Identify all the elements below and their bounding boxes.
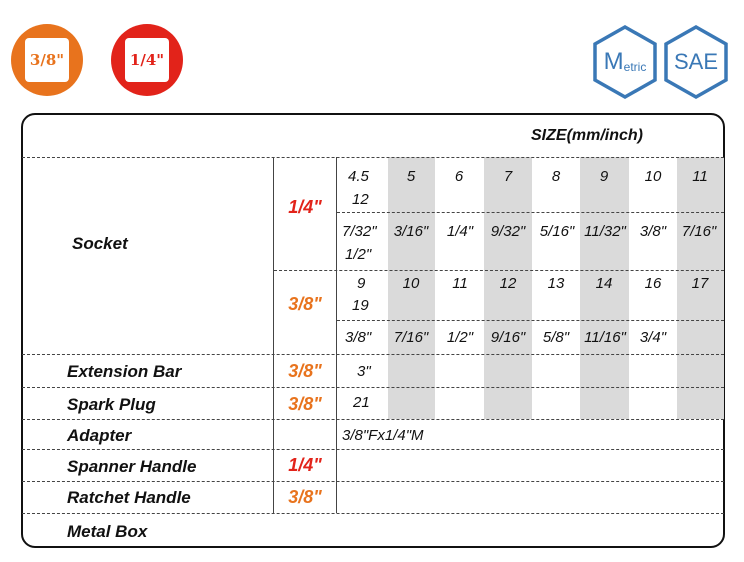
- size-cell: 6: [454, 168, 464, 185]
- badge-3-8-drive: [11, 24, 83, 96]
- drive-ratchet-handle: 3/8": [288, 487, 322, 507]
- size-cell: 1/2": [345, 246, 372, 263]
- size-cell: 10: [402, 275, 420, 292]
- size-cell: 7/32": [342, 223, 377, 240]
- row-label-ratchet-handle: Ratchet Handle: [67, 488, 191, 507]
- size-header: SIZE(mm/inch): [531, 127, 644, 144]
- badge-1-4-label: 1/4": [125, 38, 169, 82]
- size-cell: 3/16": [393, 223, 429, 240]
- row-label-socket: Socket: [72, 234, 128, 253]
- column-divider: [273, 157, 274, 513]
- metric-big-letter: M: [603, 48, 624, 75]
- size-cell: 3": [357, 363, 371, 380]
- row-label-spanner-handle: Spanner Handle: [67, 457, 197, 476]
- size-cell: 11: [692, 168, 708, 185]
- size-cell: 12: [352, 191, 369, 208]
- sae-label: SAE: [673, 49, 719, 74]
- drive-spark-plug: 3/8": [288, 394, 322, 414]
- size-cell: 21: [353, 394, 370, 411]
- size-cell: 3/4": [639, 329, 667, 346]
- row-divider: [22, 513, 724, 514]
- size-cell: 11/16": [584, 329, 626, 346]
- size-cell: 7/16": [681, 223, 717, 240]
- row-label-spark-plug: Spark Plug: [67, 395, 156, 414]
- metric-hexagon: [591, 24, 659, 100]
- size-cell: 11: [452, 275, 468, 292]
- drive-socket-1-4: 1/4": [288, 197, 322, 217]
- size-cell: 3/8": [345, 329, 372, 346]
- size-cell: 11/32": [584, 223, 626, 240]
- size-cell: 19: [352, 297, 369, 314]
- row-divider: [22, 354, 724, 355]
- metric-small-text: etric: [623, 59, 647, 74]
- size-cell: 1/4": [446, 223, 474, 240]
- size-cell: 9: [357, 275, 366, 292]
- size-cell: 17: [691, 275, 709, 292]
- size-cell: 5/16": [539, 223, 575, 240]
- size-cell: 7/16": [393, 329, 429, 346]
- size-cell: 13: [547, 275, 565, 292]
- row-label-adapter: Adapter: [67, 426, 132, 445]
- size-cell: 5/8": [542, 329, 570, 346]
- size-cell: 10: [644, 168, 662, 185]
- row-divider: [22, 449, 724, 450]
- row-divider: [337, 212, 724, 213]
- size-cell: 3/8": [639, 223, 667, 240]
- size-cell: 4.5: [348, 168, 369, 185]
- row-divider: [22, 387, 724, 388]
- size-cell: 3/8"Fx1/4"M: [342, 427, 424, 444]
- row-label-extension-bar: Extension Bar: [67, 362, 182, 381]
- drive-extension-bar: 3/8": [288, 361, 322, 381]
- size-cell: 16: [644, 275, 662, 292]
- row-divider: [274, 270, 724, 271]
- size-cell: 8: [551, 168, 561, 185]
- row-divider: [337, 320, 724, 321]
- column-divider: [336, 157, 337, 513]
- badge-1-4-drive: [111, 24, 183, 96]
- size-cell: 12: [499, 275, 517, 292]
- drive-spanner-handle: 1/4": [288, 455, 322, 475]
- size-cell: 9/16": [490, 329, 526, 346]
- row-divider: [22, 157, 724, 158]
- size-cell: 9/32": [490, 223, 526, 240]
- size-cell: 1/2": [446, 329, 474, 346]
- row-divider: [22, 419, 724, 420]
- row-divider: [22, 481, 724, 482]
- size-cell: 9: [599, 168, 609, 185]
- badge-3-8-label: 3/8": [25, 38, 69, 82]
- size-cell: 7: [503, 168, 513, 185]
- size-cell: 14: [595, 275, 613, 292]
- size-cell: 5: [406, 168, 416, 185]
- drive-socket-3-8: 3/8": [288, 294, 322, 314]
- sae-hexagon: [662, 24, 730, 100]
- row-label-metal-box: Metal Box: [67, 522, 148, 541]
